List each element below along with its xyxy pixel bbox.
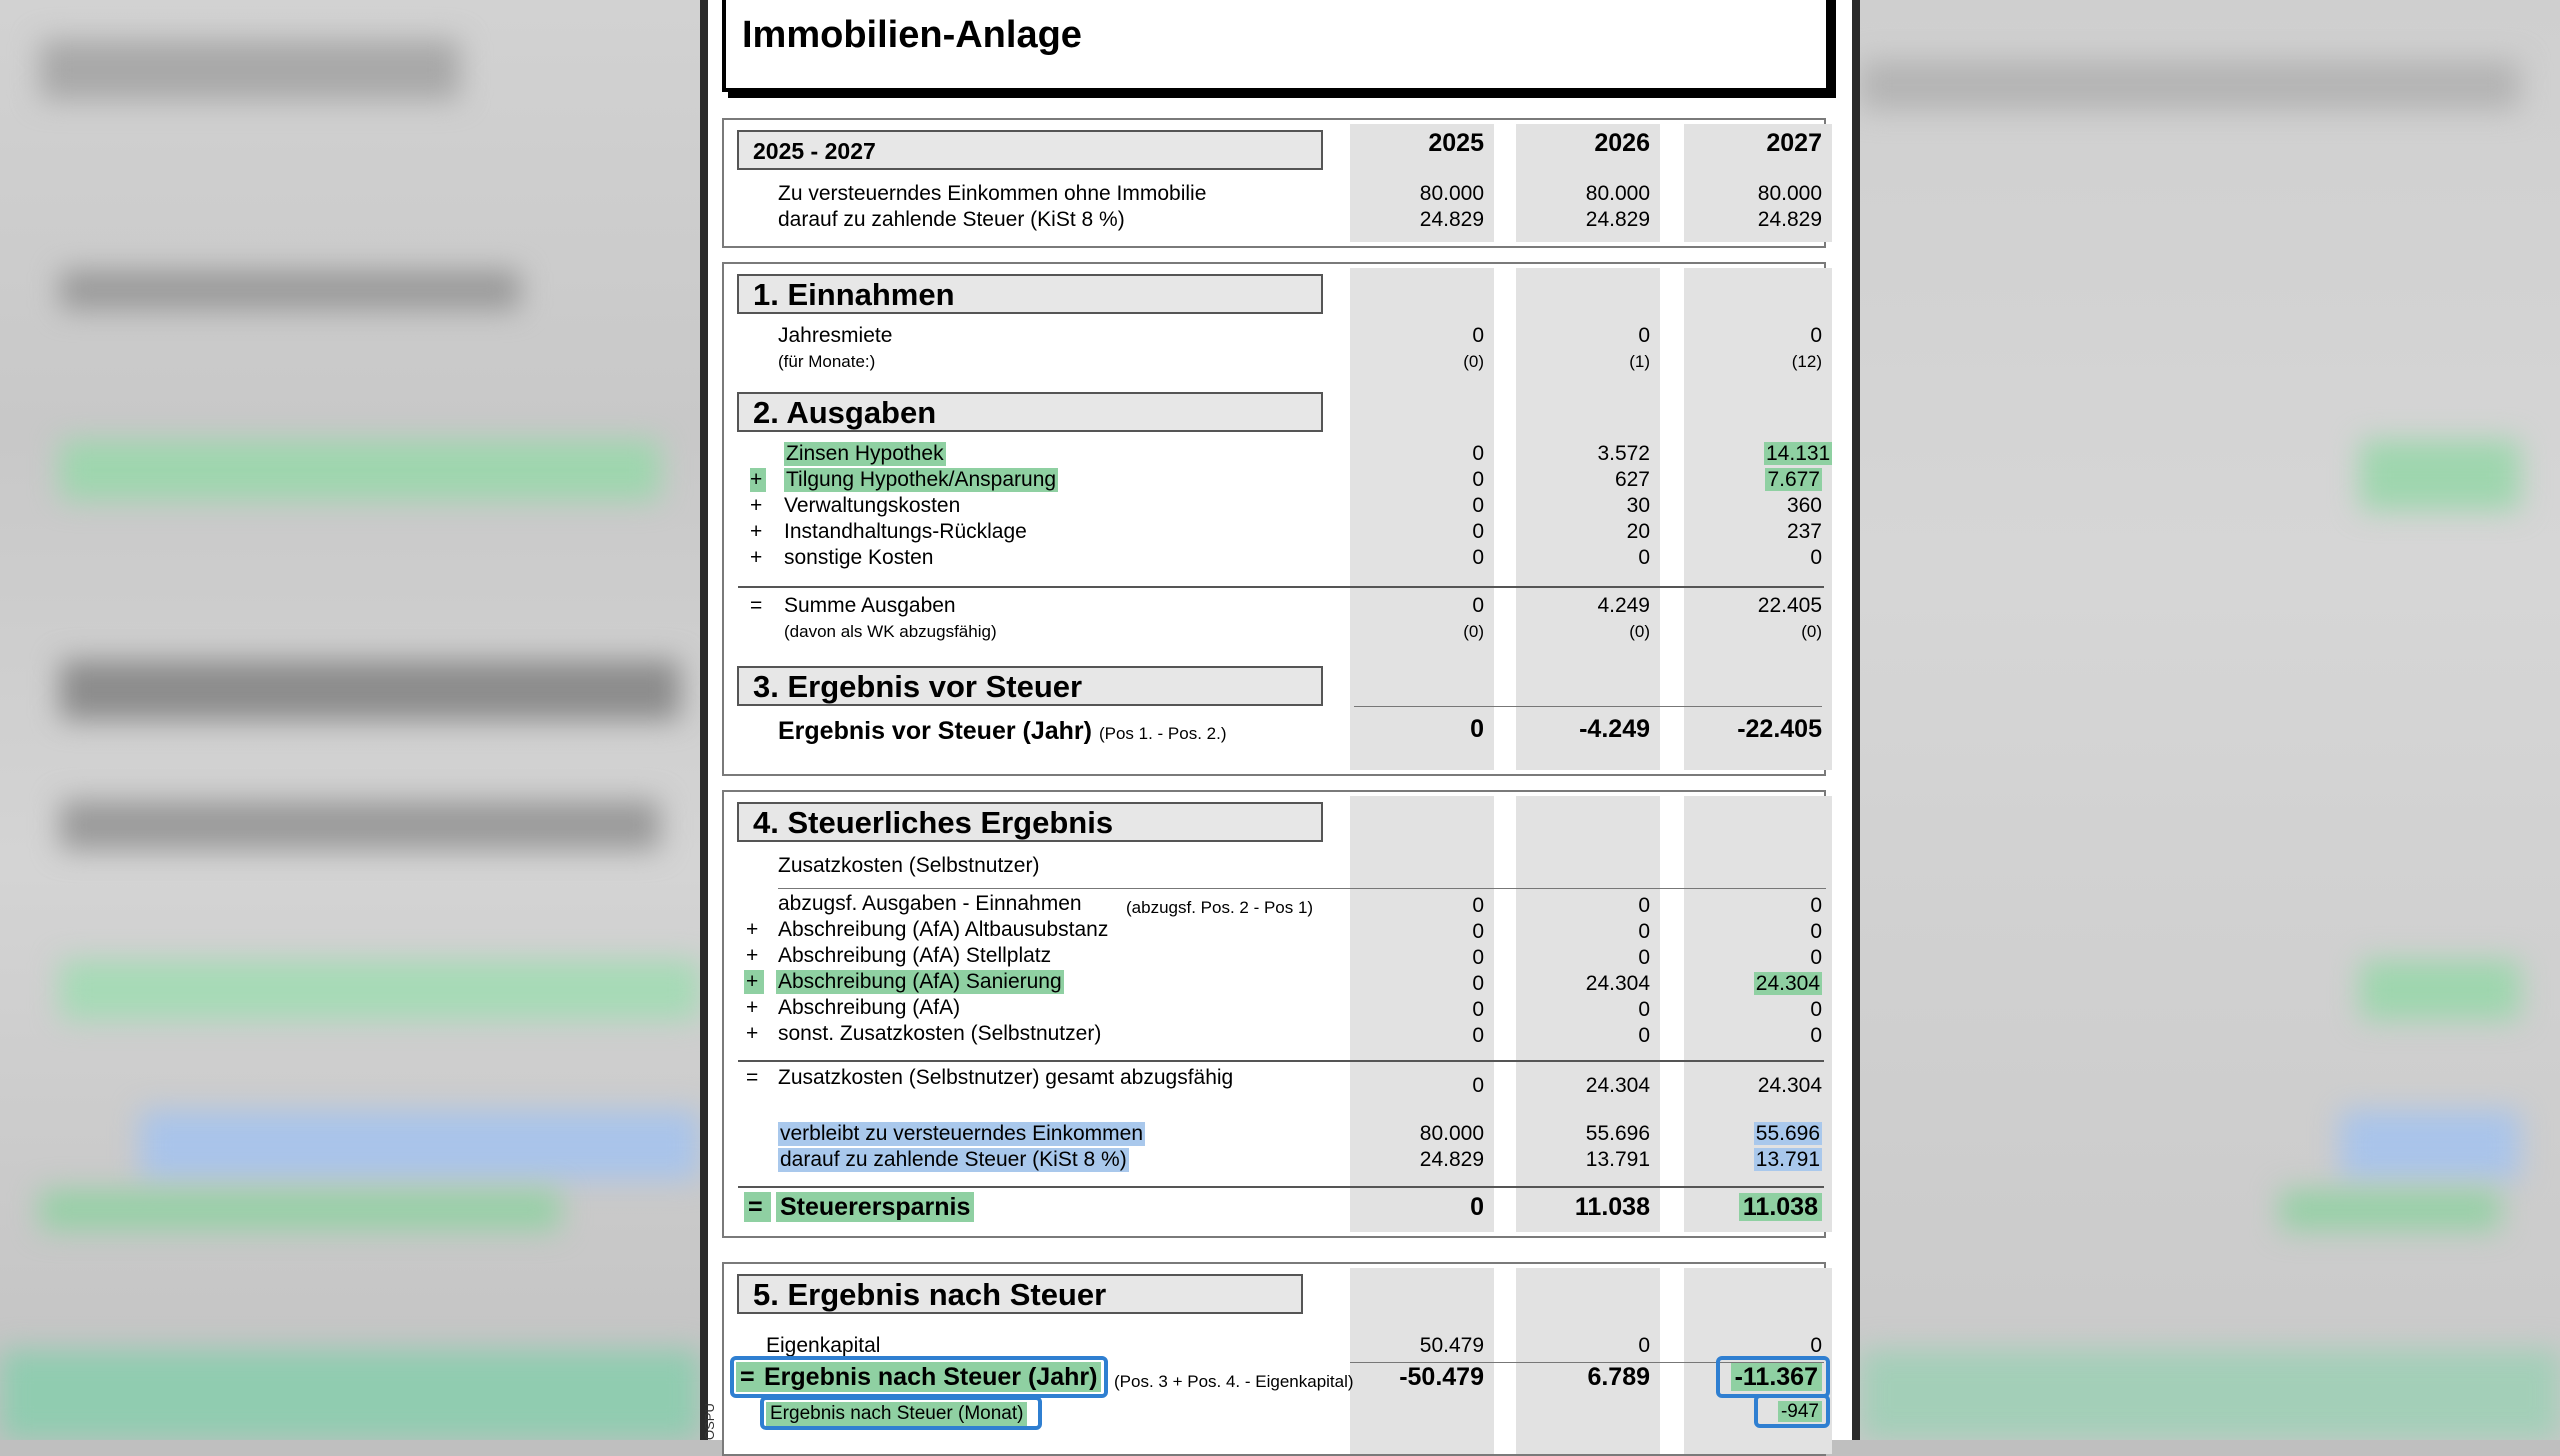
deductible-total-value: 24.304: [1757, 1074, 1822, 1097]
rent-value: 0: [1810, 324, 1822, 347]
year-header: 2026: [1594, 129, 1650, 157]
rent-value: 0: [1638, 324, 1650, 347]
divider: [738, 586, 1824, 588]
col-bg-2025: [1350, 1268, 1494, 1454]
tax-row-value: 0: [1810, 946, 1822, 969]
row-operator: +: [744, 970, 764, 994]
tax-row-value-highlight: [1744, 972, 1822, 996]
section-4-frame: [722, 790, 1826, 1238]
expense-value: 3.572: [1597, 442, 1650, 465]
monthly-result-value: -947: [1778, 1401, 1822, 1422]
rent-value: 0: [1472, 324, 1484, 347]
tax-row-label: Abschreibung (AfA) Sanierung: [778, 970, 1062, 993]
expense-label: Verwaltungskosten: [784, 494, 961, 517]
tax-row-value: 0: [1638, 946, 1650, 969]
row-operator: +: [746, 1022, 759, 1045]
expense-value: 7.677: [1767, 468, 1820, 491]
section-4-heading: 4. Steuerliches Ergebnis: [737, 802, 1323, 842]
tax-row-value: 0: [1638, 1024, 1650, 1047]
sections-1-3-frame: [722, 262, 1831, 776]
income-value: 80.000: [1757, 182, 1822, 205]
background-left: [0, 0, 700, 1440]
tax-row-value: 0: [1810, 894, 1822, 917]
wk-value: (0): [1801, 622, 1822, 641]
section-4-subheading: Zusatzkosten (Selbstnutzer): [778, 854, 1040, 877]
deductible-total-label: Zusatzkosten (Selbstnutzer) gesamt abzugsfähig: [778, 1066, 1234, 1089]
expense-value: 20: [1626, 520, 1650, 543]
page-edge-right: [1852, 0, 1860, 1440]
divider: [738, 1060, 1824, 1062]
tax-row-value: 24.304: [1585, 972, 1650, 995]
deductible-total-value: 0: [1472, 1074, 1484, 1097]
expense-value: 0: [1472, 442, 1484, 465]
income-label: Zu versteuerndes Einkommen ohne Immobilie: [778, 182, 1207, 205]
tax-row-value: 0: [1472, 920, 1484, 943]
remaining-tax-label: darauf zu zahlende Steuer (KiSt 8 %): [780, 1148, 1127, 1171]
row-operator: =: [736, 1362, 761, 1392]
tax-row-value: 0: [1810, 920, 1822, 943]
income-value: 80.000: [1419, 182, 1484, 205]
side-code: OSPU: [702, 1403, 717, 1440]
tax-row-value: 0: [1472, 894, 1484, 917]
tax-label: darauf zu zahlende Steuer (KiSt 8 %): [778, 208, 1125, 231]
tax-row-label: Abschreibung (AfA) Altbausubstanz: [778, 918, 1109, 941]
row-operator: =: [744, 1192, 771, 1222]
tax-row-value: 0: [1472, 1024, 1484, 1047]
row-operator: +: [746, 918, 759, 941]
months-label: (für Monate:): [778, 352, 876, 371]
period-frame: [722, 118, 1826, 248]
section-5-frame: [722, 1262, 1826, 1456]
after-tax-result-label: Ergebnis nach Steuer (Jahr): [760, 1362, 1101, 1392]
row-operator: +: [750, 494, 763, 517]
tax-savings-value: 11.038: [1739, 1193, 1822, 1221]
section-2-heading: 2. Ausgaben: [737, 392, 1323, 432]
expense-value: 0: [1638, 546, 1650, 569]
equity-value: 50.479: [1419, 1334, 1484, 1357]
year-header: 2027: [1766, 129, 1822, 157]
tax-row-value: 0: [1472, 972, 1484, 995]
tax-value: 24.829: [1757, 208, 1822, 231]
expense-value: 360: [1786, 494, 1822, 517]
expense-value: 0: [1472, 468, 1484, 491]
wk-value: (0): [1463, 622, 1484, 641]
remaining-tax-highlight: [1744, 1148, 1822, 1172]
tax-row-note: (abzugsf. Pos. 2 - Pos 1): [1126, 898, 1314, 917]
monthly-result-label: Ergebnis nach Steuer (Monat): [766, 1402, 1027, 1426]
tax-savings-label: Steuerersparnis: [776, 1192, 974, 1222]
remaining-income-highlight: [1744, 1122, 1822, 1146]
page-edge-left: [700, 0, 708, 1440]
equity-value: 0: [1810, 1334, 1822, 1357]
section-3-heading: 3. Ergebnis vor Steuer: [737, 666, 1323, 706]
equity-value: 0: [1638, 1334, 1650, 1357]
expense-value: 0: [1810, 546, 1822, 569]
tax-row-value: 0: [1638, 998, 1650, 1021]
divider: [778, 888, 1826, 889]
tax-value: 24.829: [1419, 208, 1484, 231]
remaining-tax-value: 24.829: [1419, 1148, 1484, 1171]
pre-tax-result-label: [778, 716, 1226, 749]
wk-label: (davon als WK abzugsfähig): [784, 622, 997, 641]
remaining-income-value: 55.696: [1585, 1122, 1650, 1145]
remaining-income-value: 55.696: [1755, 1122, 1820, 1145]
pre-tax-result-note: (Pos 1. - Pos. 2.): [1098, 724, 1227, 743]
row-operator: +: [750, 546, 763, 569]
expense-value: 0: [1472, 494, 1484, 517]
divider: [738, 1186, 1824, 1188]
tax-savings-value: 0: [1470, 1193, 1484, 1221]
expense-value: 14.131: [1766, 442, 1831, 465]
expense-value: 0: [1472, 546, 1484, 569]
row-operator: =: [746, 1066, 759, 1089]
remaining-tax-value: 13.791: [1585, 1148, 1650, 1171]
expense-value-highlight: [1764, 442, 1831, 466]
tax-savings-highlight: [1728, 1192, 1822, 1222]
after-tax-result-value: -11.367: [1731, 1363, 1822, 1391]
col-bg-2026: [1516, 1268, 1660, 1454]
section-1-heading: 1. Einnahmen: [737, 274, 1323, 314]
wk-value: (0): [1629, 622, 1650, 641]
expense-value-highlight: [1764, 468, 1822, 492]
page-title: Immobilien-Anlage: [742, 14, 1082, 56]
expense-label: Zinsen Hypothek: [786, 442, 944, 465]
row-operator: +: [750, 520, 763, 543]
year-header: 2025: [1428, 129, 1484, 157]
expense-value: 30: [1626, 494, 1650, 517]
tax-row-value: 0: [1472, 998, 1484, 1021]
expense-value: 627: [1614, 468, 1650, 491]
tax-savings-value: 11.038: [1574, 1193, 1650, 1221]
months-value: (12): [1791, 352, 1822, 371]
expense-value: 0: [1472, 520, 1484, 543]
expense-label: Instandhaltungs-Rücklage: [784, 520, 1027, 543]
pre-tax-result-value: -4.249: [1579, 715, 1650, 743]
row-operator: +: [746, 944, 759, 967]
expense-label: sonstige Kosten: [784, 546, 934, 569]
row-operator: =: [750, 594, 763, 617]
row-operator: +: [750, 468, 766, 492]
expenses-sum-value: 0: [1472, 594, 1484, 617]
pre-tax-result-value: 0: [1470, 715, 1484, 743]
tax-row-value: 0: [1810, 998, 1822, 1021]
monthly-result-highlight: [1758, 1400, 1822, 1424]
expenses-sum-value: 4.249: [1597, 594, 1650, 617]
row-operator: +: [746, 996, 759, 1019]
remaining-income-label: verbleibt zu versteuerndes Einkommen: [780, 1122, 1144, 1145]
divider: [1354, 706, 1822, 707]
deductible-total-value: 24.304: [1585, 1074, 1650, 1097]
after-tax-result-highlight: [1720, 1362, 1822, 1392]
remaining-income-value: 80.000: [1419, 1122, 1484, 1145]
tax-row-value: 0: [1638, 920, 1650, 943]
document-page: [700, 0, 1860, 1440]
pre-tax-result-title: Ergebnis vor Steuer (Jahr): [778, 717, 1092, 745]
background-right: [1860, 0, 2560, 1440]
income-value: 80.000: [1585, 182, 1650, 205]
tax-row-value: 0: [1810, 1024, 1822, 1047]
expenses-sum-label: Summe Ausgaben: [784, 594, 956, 617]
period-label: 2025 - 2027: [737, 130, 1323, 170]
tax-value: 24.829: [1585, 208, 1650, 231]
tax-row-label: abzugsf. Ausgaben - Einnahmen: [778, 892, 1082, 915]
expense-value: 237: [1786, 520, 1822, 543]
tax-row-label: sonst. Zusatzkosten (Selbstnutzer): [778, 1022, 1102, 1045]
months-value: (1): [1629, 352, 1650, 371]
months-value: (0): [1463, 352, 1484, 371]
tax-row-value: 0: [1638, 894, 1650, 917]
after-tax-result-note: (Pos. 3 + Pos. 4. - Eigenkapital): [1114, 1372, 1354, 1391]
title-box: [722, 0, 1830, 92]
section-5-heading: 5. Ergebnis nach Steuer: [737, 1274, 1303, 1314]
after-tax-result-value: -50.479: [1399, 1363, 1484, 1391]
rent-label: Jahresmiete: [778, 324, 893, 347]
tax-row-label: Abschreibung (AfA): [778, 996, 961, 1019]
expense-label: Tilgung Hypothek/Ansparung: [786, 468, 1057, 491]
tax-row-value: 0: [1472, 946, 1484, 969]
remaining-tax-value: 13.791: [1755, 1148, 1820, 1171]
after-tax-result-value: 6.789: [1587, 1363, 1650, 1391]
pre-tax-result-value: -22.405: [1737, 715, 1822, 743]
expenses-sum-value: 22.405: [1757, 594, 1822, 617]
tax-row-value: 24.304: [1755, 972, 1820, 995]
tax-row-label: Abschreibung (AfA) Stellplatz: [778, 944, 1052, 967]
equity-label: Eigenkapital: [766, 1334, 881, 1357]
